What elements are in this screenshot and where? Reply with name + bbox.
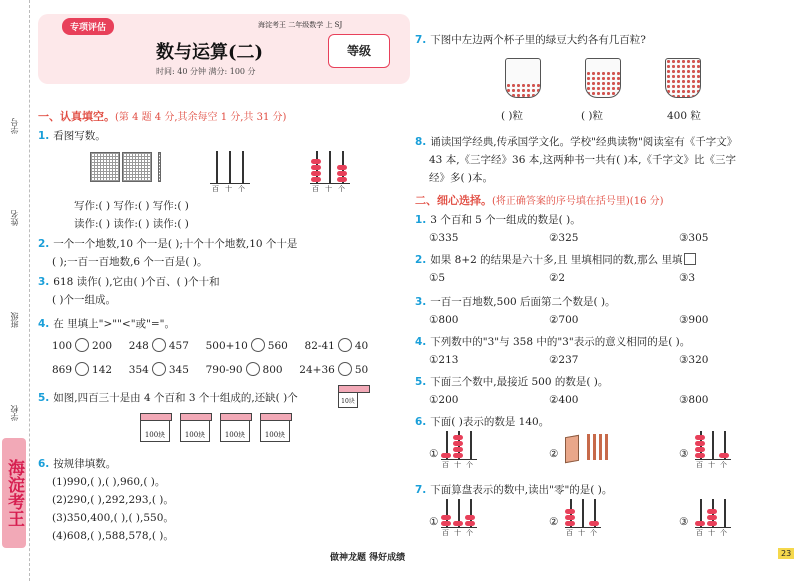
q8-line2[interactable]: 43 本,《三字经》36 本,这两种书一共有( )本,《千字文》比《三字 xyxy=(429,154,736,166)
publisher-line: 海淀考王 二年级数学 上 SJ xyxy=(258,21,343,29)
c5: 5. 下面三个数中,最接近 500 的数是( )。 xyxy=(415,376,609,388)
hundred-block-3: 100块 xyxy=(220,418,250,442)
c5-opt1[interactable]: ①200 xyxy=(429,394,459,406)
hundred-block-2: 100块 xyxy=(180,418,210,442)
c3-opt3[interactable]: ③900 xyxy=(679,314,709,326)
q1-read-row[interactable]: 读作:( ) 读作:( ) 读作:( ) xyxy=(74,218,189,230)
c6: 6. 下面( )表示的数是 140。 xyxy=(415,416,550,428)
c3-opt1[interactable]: ①800 xyxy=(429,314,459,326)
hundred-grid-2 xyxy=(122,152,152,182)
binding-margin xyxy=(0,0,30,581)
cup-3 xyxy=(665,58,701,98)
footer-slogan: 做神龙题 得好成绩 xyxy=(330,553,406,563)
cup-2-label[interactable]: ( )粒 xyxy=(581,110,604,122)
q6-item-4[interactable]: (4)608,( ),588,578,( )。 xyxy=(52,530,174,542)
left-page xyxy=(38,0,410,581)
compare-circle[interactable] xyxy=(75,338,89,352)
q3-line1: 3. 618 读作( ),它由( )个百、( )个十和 xyxy=(38,276,220,288)
c4-opt2[interactable]: ②237 xyxy=(549,354,579,366)
q1: 1. 看图写数。 xyxy=(38,130,106,142)
c6-opt1[interactable]: ① xyxy=(429,448,439,460)
c7: 7. 下面算盘表示的数中,读出"零"的是( )。 xyxy=(415,484,613,496)
c1-opt3[interactable]: ③305 xyxy=(679,232,709,244)
page-title: 数与运算(二) xyxy=(156,42,264,63)
grade-box: 等级 xyxy=(328,34,390,68)
c3: 3. 一百一百地数,500 后面第二个数是( )。 xyxy=(415,296,616,308)
compare-circle[interactable] xyxy=(75,362,89,376)
hundred-grid-1 xyxy=(90,152,120,182)
school-label: 学校 xyxy=(10,405,19,421)
c4-opt3[interactable]: ③320 xyxy=(679,354,709,366)
blank-square[interactable] xyxy=(684,253,696,265)
c7-opt3[interactable]: ③ xyxy=(679,516,689,528)
compare-circle[interactable] xyxy=(251,338,265,352)
cup-1-label[interactable]: ( )粒 xyxy=(501,110,524,122)
c4-opt1[interactable]: ①213 xyxy=(429,354,459,366)
ten-strip xyxy=(158,152,161,182)
q8-line1: 8. 诵读国学经典,传承国学文化。学校"经典读物"阅读室有《千字文》 xyxy=(415,136,738,148)
c2: 2. 如果 8+2 的结果是六十多,且 里填相同的数,那么 里填 xyxy=(415,252,698,267)
q6-item-1[interactable]: (1)990,( ),( ),960,( )。 xyxy=(52,476,166,488)
hundred-block-4: 100块 xyxy=(260,418,290,442)
c2-opt3[interactable]: ③3 xyxy=(679,272,696,284)
section-fill-blanks: 一、认真填空。(第 4 题 4 分,其余每空 1 分,共 31 分) xyxy=(38,110,287,123)
q2-line1: 2. 一个一个地数,10 个一是( );十个十个地数,10 个十是 xyxy=(38,238,298,250)
c5-opt2[interactable]: ②400 xyxy=(549,394,579,406)
abacus-c6a: 百 十 个 xyxy=(441,432,477,460)
ten-block: 10块 xyxy=(338,390,358,408)
abacus-q1b: 百 十 个 xyxy=(310,152,350,184)
c6-opt2[interactable]: ② xyxy=(549,448,559,460)
compare-circle[interactable] xyxy=(152,362,166,376)
q4: 4. 在 里填上">""<"或"="。 xyxy=(38,318,176,330)
c1-opt1[interactable]: ①335 xyxy=(429,232,459,244)
c7-opt1[interactable]: ① xyxy=(429,516,439,528)
c3-opt2[interactable]: ②700 xyxy=(549,314,579,326)
c2-opt2[interactable]: ②2 xyxy=(549,272,566,284)
c7-opt2[interactable]: ② xyxy=(549,516,559,528)
cup-2 xyxy=(585,58,621,98)
q7: 7. 下图中左边两个杯子里的绿豆大约各有几百粒? xyxy=(415,34,646,46)
compare-circle[interactable] xyxy=(152,338,166,352)
hundred-and-ten-sticks xyxy=(565,432,625,460)
compare-circle[interactable] xyxy=(338,362,352,376)
name-label: 姓名 xyxy=(10,210,19,226)
abacus-c7b: 百 十 个 xyxy=(565,500,601,528)
c5-opt3[interactable]: ③800 xyxy=(679,394,709,406)
q4-row1: 100 200 248 457 500+10 560 82-41 40 xyxy=(52,340,369,352)
q5: 5. 如图,四百三十是由 4 个百和 3 个十组成的,还缺( )个 xyxy=(38,392,298,404)
q8-line3[interactable]: 经》多( )本。 xyxy=(429,172,494,184)
q4-row2: 869 142 354 345 790-90 800 24+36 50 xyxy=(52,364,369,376)
abacus-q1a: 百 十 个 xyxy=(210,152,250,184)
assessment-tag: 专项评估 xyxy=(62,18,114,35)
student-no-label: 学号 xyxy=(10,118,19,134)
page-number: 23 xyxy=(778,548,794,559)
abacus-c6c: 百 十 个 xyxy=(695,432,731,460)
q3-line2[interactable]: ( )个一组成。 xyxy=(52,294,117,306)
c4: 4. 下列数中的"3"与 358 中的"3"表示的意义相同的是( )。 xyxy=(415,336,691,348)
q6-item-2[interactable]: (2)290,( ),292,293,( )。 xyxy=(52,494,174,506)
q2-line2[interactable]: ( );一百一百地数,6 个一百是( )。 xyxy=(52,256,208,268)
q1-write-row[interactable]: 写作:( ) 写作:( ) 写作:( ) xyxy=(74,200,189,212)
compare-circle[interactable] xyxy=(338,338,352,352)
cup-1 xyxy=(505,58,541,98)
q6: 6. 按规律填数。 xyxy=(38,458,117,470)
time-score-meta: 时间: 40 分钟 满分: 100 分 xyxy=(156,67,256,76)
q6-item-3[interactable]: (3)350,400,( ),( ),550。 xyxy=(52,512,174,524)
c1-opt2[interactable]: ②325 xyxy=(549,232,579,244)
brand-logo: 海淀考王 xyxy=(2,438,26,548)
c6-opt3[interactable]: ③ xyxy=(679,448,689,460)
c1: 1. 3 个百和 5 个一组成的数是( )。 xyxy=(415,214,581,226)
right-page xyxy=(415,0,790,581)
abacus-c7c: 百 十 个 xyxy=(695,500,731,528)
abacus-c7a: 百 十 个 xyxy=(441,500,477,528)
compare-circle[interactable] xyxy=(246,362,260,376)
c2-opt1[interactable]: ①5 xyxy=(429,272,446,284)
section-choice: 二、细心选择。(将正确答案的序号填在括号里)(16 分) xyxy=(415,194,664,207)
hundred-block-1: 100块 xyxy=(140,418,170,442)
class-label: 班级 xyxy=(10,312,19,328)
cup-3-label: 400 粒 xyxy=(667,110,701,122)
